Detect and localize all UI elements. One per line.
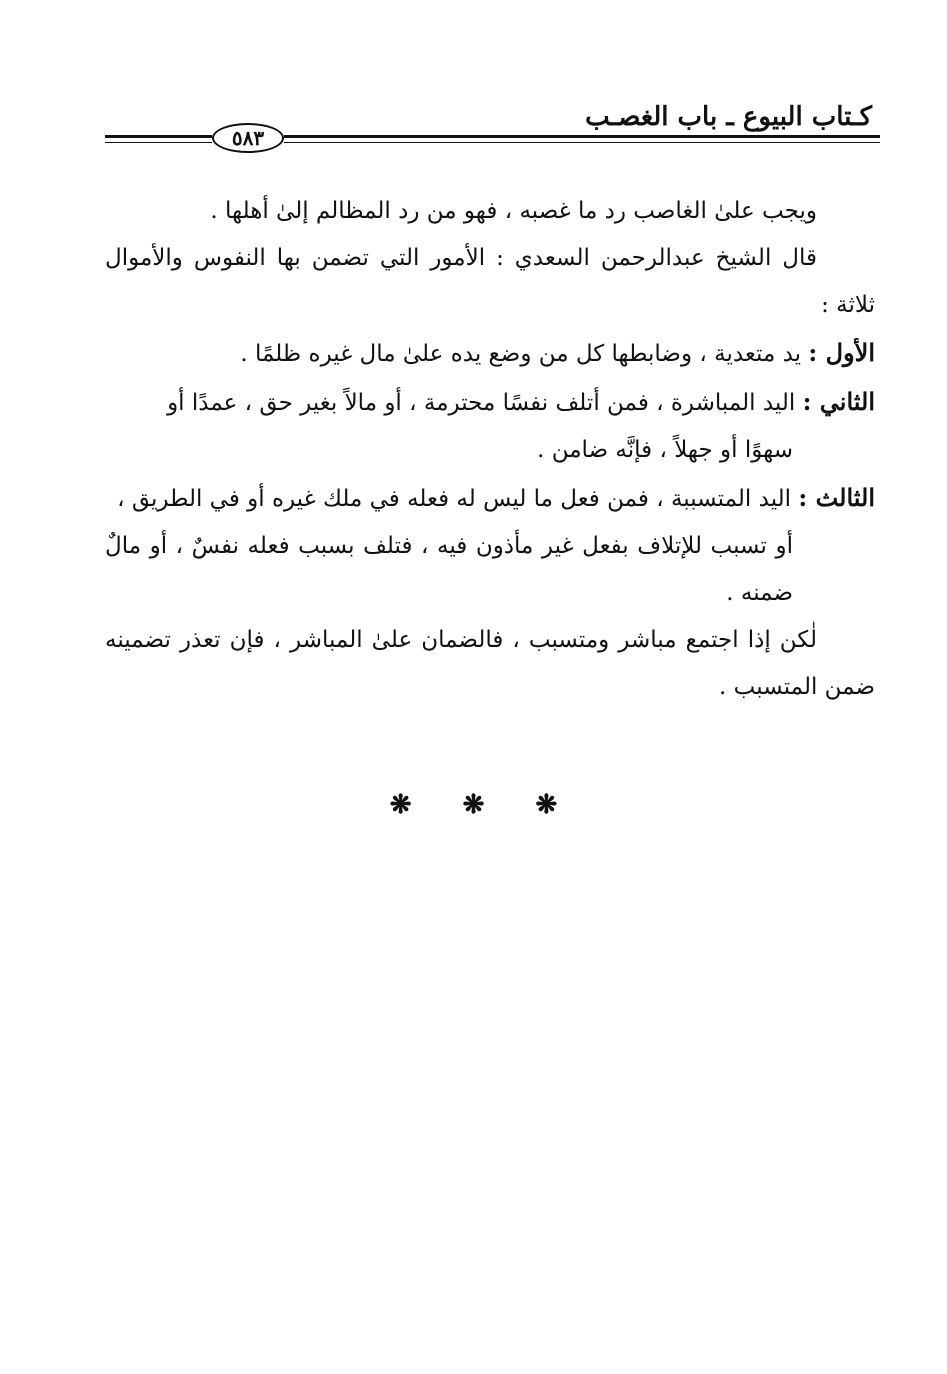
item-continuation-third: أو تسبب للإتلاف بفعل غير مأذون فيه ، فتلف بسبب فعله نفسٌ ، أو مالٌ ضمنه . — [105, 533, 793, 606]
item-label-first: الأول : — [808, 338, 875, 367]
section-separator — [0, 790, 947, 820]
list-item-second — [105, 378, 875, 427]
item-text-third: اليد المتسببة ، فمن فعل ما ليس له فعله في ملك غيره أو في الطريق ، — [117, 486, 792, 512]
item-text-first: يد متعدية ، وضابطها كل من وضع يده علىٰ مال غيره ظلمًا . — [240, 341, 802, 367]
item-continuation-second: سهوًا أو جهلاً ، فإنَّه ضامن . — [537, 437, 793, 463]
header-rule-left-thin — [105, 142, 212, 143]
star-ornament-icon: ❋ — [535, 790, 558, 820]
running-title: كـتاب البيوع ـ باب الغصـب — [585, 102, 872, 132]
star-ornament-icon: ❋ — [389, 790, 412, 820]
header-rule-right — [284, 135, 880, 138]
page-number: ٥٨٣ — [212, 123, 284, 153]
list-item-third — [105, 474, 875, 523]
item-text-second: اليد المباشرة ، فمن أتلف نفسًا محترمة ، أو مالاً بغير حق ، عمدًا أو — [167, 390, 796, 416]
list-item-first — [105, 329, 875, 378]
paragraph-saadi-quote: قال الشيخ عبدالرحمن السعدي : الأمور التي تضمن بها النفوس والأموال ثلاثة : — [105, 245, 875, 318]
main-text — [105, 188, 875, 711]
item-label-second: الثاني : — [802, 387, 875, 416]
page-header — [105, 100, 880, 160]
paragraph-obligation: ويجب علىٰ الغاصب رد ما غصبه ، فهو من رد المظالم إلىٰ أهلها . — [210, 198, 817, 224]
paragraph-conclusion: لٰكن إذا اجتمع مباشر ومتسبب ، فالضمان علىٰ المباشر ، فإن تعذر تضمينه ضمن المتسبب . — [105, 627, 875, 700]
header-rule-right-thin — [284, 142, 880, 143]
star-ornament-icon: ❋ — [462, 790, 485, 820]
header-rule-left — [105, 135, 212, 138]
item-label-third: الثالث : — [798, 483, 875, 512]
